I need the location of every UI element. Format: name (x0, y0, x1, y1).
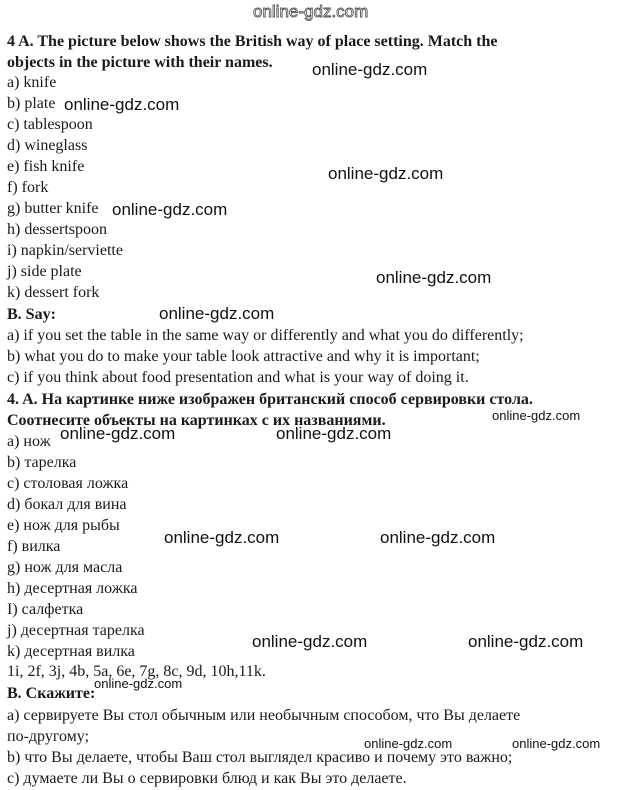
list-item: k) десертная вилка (7, 643, 135, 660)
list-item: c) if you think about food presentation and what is your way of doing it. (7, 369, 469, 386)
watermark: online-gdz.com (312, 60, 428, 79)
list-item: a) if you set the table in the same way or differently and what you do differently; (7, 327, 524, 344)
watermark: online-gdz.com (512, 736, 601, 751)
list-item: f) вилка (7, 538, 61, 555)
list-item: j) side plate (7, 263, 82, 280)
watermark: online-gdz.com (376, 268, 492, 287)
list-item: b) what you do to make your table look attractive and why it is important; (7, 348, 480, 365)
list-item: k) dessert fork (7, 284, 100, 301)
watermark: online-gdz.com (380, 528, 496, 547)
list-item: g) нож для масла (7, 559, 123, 576)
list-item: d) бокал для вина (7, 496, 127, 513)
watermark: online-gdz.com (164, 528, 280, 547)
list-item: b) plate (7, 95, 56, 112)
list-item: b) тарелка (7, 454, 77, 471)
exercise-heading-en-cont: objects in the picture with their names. (7, 54, 273, 71)
watermark: online-gdz.com (276, 424, 392, 443)
list-item: g) butter knife (7, 200, 99, 217)
watermark: online-gdz.com (64, 95, 180, 114)
list-item: d) wineglass (7, 137, 88, 154)
list-item: f) fork (7, 179, 49, 196)
list-item: c) думаете ли Вы о сервировки блюд и как Вы это делаете. (7, 770, 407, 787)
exercise-heading-en: 4 A. The picture below shows the British way of place setting. Match the (7, 33, 498, 50)
list-item: h) dessertspoon (7, 221, 107, 238)
exercise-heading-ru: 4. A. На картинке ниже изображен британский способ сервировки стола. (7, 391, 533, 408)
exercise-heading-ru-cont: Соотнесите объекты на картинках с их названиями. (7, 412, 386, 429)
list-item: по-другому; (7, 728, 90, 745)
watermark: online-gdz.com (364, 736, 453, 751)
list-item: b) что Вы делаете, чтобы Ваш стол выглядел красиво и почему это важно; (7, 749, 513, 766)
say-heading-en: B. Say: (7, 306, 56, 323)
watermark: online-gdz.com (112, 200, 228, 219)
watermark: online-gdz.com (60, 424, 176, 443)
list-item: a) нож (7, 433, 51, 450)
list-item: i) napkin/serviette (7, 242, 123, 259)
list-item: e) fish knife (7, 158, 85, 175)
list-item: e) нож для рыбы (7, 517, 120, 534)
list-item: I) салфетка (7, 601, 84, 618)
say-heading-ru: В. Скажите: (7, 685, 96, 702)
watermark-header: online-gdz.com (253, 2, 369, 21)
list-item: h) десертная ложка (7, 580, 138, 597)
watermark: online-gdz.com (252, 632, 368, 651)
watermark: online-gdz.com (94, 676, 183, 691)
watermark: online-gdz.com (328, 164, 444, 183)
list-item: а) сервируете Вы стол обычным или необычным способом, что Вы делаете (7, 707, 521, 724)
answer-key: 1i, 2f, 3j, 4b, 5a, 6e, 7g, 8c, 9d, 10h,11k. (7, 663, 266, 680)
watermark: online-gdz.com (492, 408, 581, 423)
list-item: c) tablespoon (7, 116, 93, 133)
list-item: a) knife (7, 74, 57, 91)
list-item: j) десертная тарелка (7, 622, 145, 639)
watermark: online-gdz.com (468, 632, 584, 651)
list-item: c) столовая ложка (7, 475, 129, 492)
watermark: online-gdz.com (159, 304, 275, 323)
